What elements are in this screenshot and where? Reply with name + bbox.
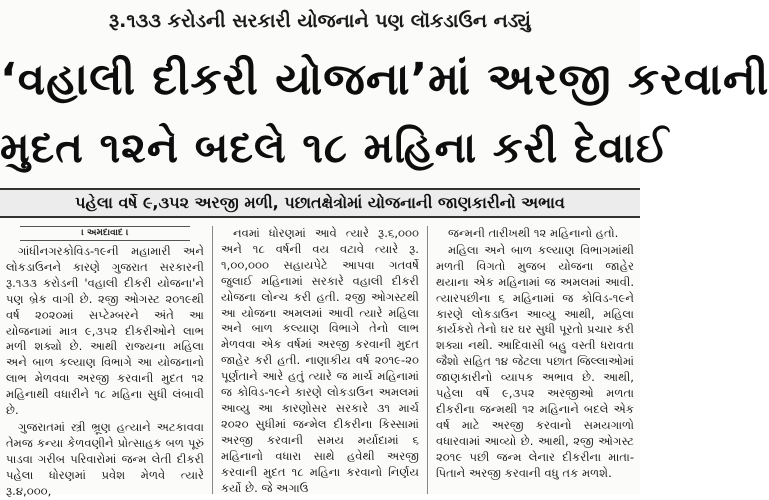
headline-line-1: ‘વહાલી દીકરી યોજના’માં અરજી કરવાની (0, 54, 769, 105)
paragraph: ગાંધીનગરકોવિડ-૧૯ની મહામારી અને લોકડાઉનને કારણે ગુજરાત સરકારની રૂ.૧૩૩ કરોડની 'વહાલી દીકરી યોજના'ને પણ બ્રેક વાગી છે. ૨જી ઓગસ્ટ ૨૦૧૯થી વર્ષ ૨૦૨૦માં સપ્ટેમ્બરને અંતે આ યોજનામાં માત્ર ૯,૩૫૨ દીકરીઓને લાભ મળી શક્યો છે. આથી રાજ્યના મહિલા અને બાળ કલ્યાણ વિભાગે આ યોજનાનો લાભ મેળવવા અરજી કરવાની મુદત ૧૨ મહિનાથી વધારીને ૧૮ મહિના સુધી લંબાવી છે. (6, 244, 204, 418)
paragraph: જન્મની તારીખથી ૧૨ મહિનાનો હતો. (448, 226, 619, 240)
subheadline: પહેલા વર્ષે ૯,૩૫૨ અરજી મળી, પછાતક્ષેત્રોમાં યોજનાની જાણકારીનો અભાવ (0, 188, 640, 218)
kicker-line: રૂ.૧૩૩ કરોડની સરકારી યોજનાને પણ લૉકડાઉન નડ્યું (109, 10, 531, 32)
paragraph: નવમાં ધોરણમાં આવે ત્યારે રૂ.૬,૦૦૦ અને ૧૮ વર્ષની વય વટાવે ત્યારે રૂ. ૧,૦૦,૦૦૦ સહાયપેટે આપવા ગતવર્ષે જુલાઈ મહિનામાં સરકારે વહાલી દીકરી યોજના લોન્ચ કરી હતી. ૨જી ઓગસ્ટથી આ યોજના અમલમાં આવી ત્યારે મહિલા અને બાળ કલ્યાણ વિભાગે તેનો લાભ મેળવવા એક વર્ષમાં અરજી કરવાની મુદત જાહેર કરી હતી. નાણાકીય વર્ષ ૨૦૧૯-૨૦ પૂર્ણતાને આરે હતું ત્યારે જ માર્ચ મહિનામાં જ કોવિડ-૧૯ને કારણે લોકડાઉન અમલમાં આવ્યુ આ કારણોસર સરકારે ૩૧ માર્ચ ૨૦૨૦ સુધીમાં જન્મેલ દીકરીના કિસ્સામાં અરજી કરવાની સમય મર્યાદામાં ૬ મહિનાનો વધારા સાથે હવેથી અરજી કરવાની મુદત ૧૮ મહિના કરવાનો નિર્ણય કર્યો છે. જે અગાઉ (221, 226, 419, 495)
headline-line-2: મુદત ૧૨ને બદલે ૧૮ મહિના કરી દેવાઈ (0, 123, 670, 172)
column-1 (6, 226, 204, 498)
column-2 (221, 226, 419, 494)
column-divider (427, 226, 428, 494)
paragraph: ગુજરાતમાં સ્ત્રી ભ્રૂણ હત્યાને અટકાવવા તેમજ કન્યા કેળવણીને પ્રોત્સાહક બળ પૂરું પાડવા ગરીબ પરિવારોમાં જન્મ લેતી દીકરી પહેલા ધોરણમાં પ્રવેશ મેળવે ત્યારે રૂ.૪,૦૦૦, (6, 419, 204, 498)
paragraph: મહિલા અને બાળ કલ્યાણ વિભાગમાંથી મળતી વિગતો મુજબ યોજના જાહેર થયાના એક મહિનામાં જ અમલમાં આવી. ત્યારપછીના ૬ મહિનામાં જ કોવિડ-૧૯ને કારણે લોકડાઉન આવ્યુ આથી, મહિલા કાર્યકરો તેનો ઘર ઘર સુધી પૂરતો પ્રચાર કરી શક્યા નથી. આદિવાસી બહુ વસ્તી ધરાવતા જૈશો સહિત ૧૪ જેટલા પછાત જિલ્લાઓમાં જાણકારીનો વ્યાપક અભાવ છે. આથી, પહેલા વર્ષે ૯,૩૫૨ અરજીઓ મળતા દીકરીના જન્મથી ૧૨ મહિનાને બદલે એક વર્ષ માટે અરજી કરવાનો સમયગાળો વધારવામાં આવ્યો છે. આથી, ૨જી ઓગસ્ટ ૨૦૧૯ પછી જન્મ લેનાર દીકરીના માતા-પિતાને અરજી કરવાની વધુ તક મળશે. (436, 242, 634, 480)
column-divider (212, 226, 213, 494)
column-3 (436, 226, 634, 494)
dateline: । અમદાવાદ । (20, 226, 190, 241)
article-body (6, 226, 634, 498)
